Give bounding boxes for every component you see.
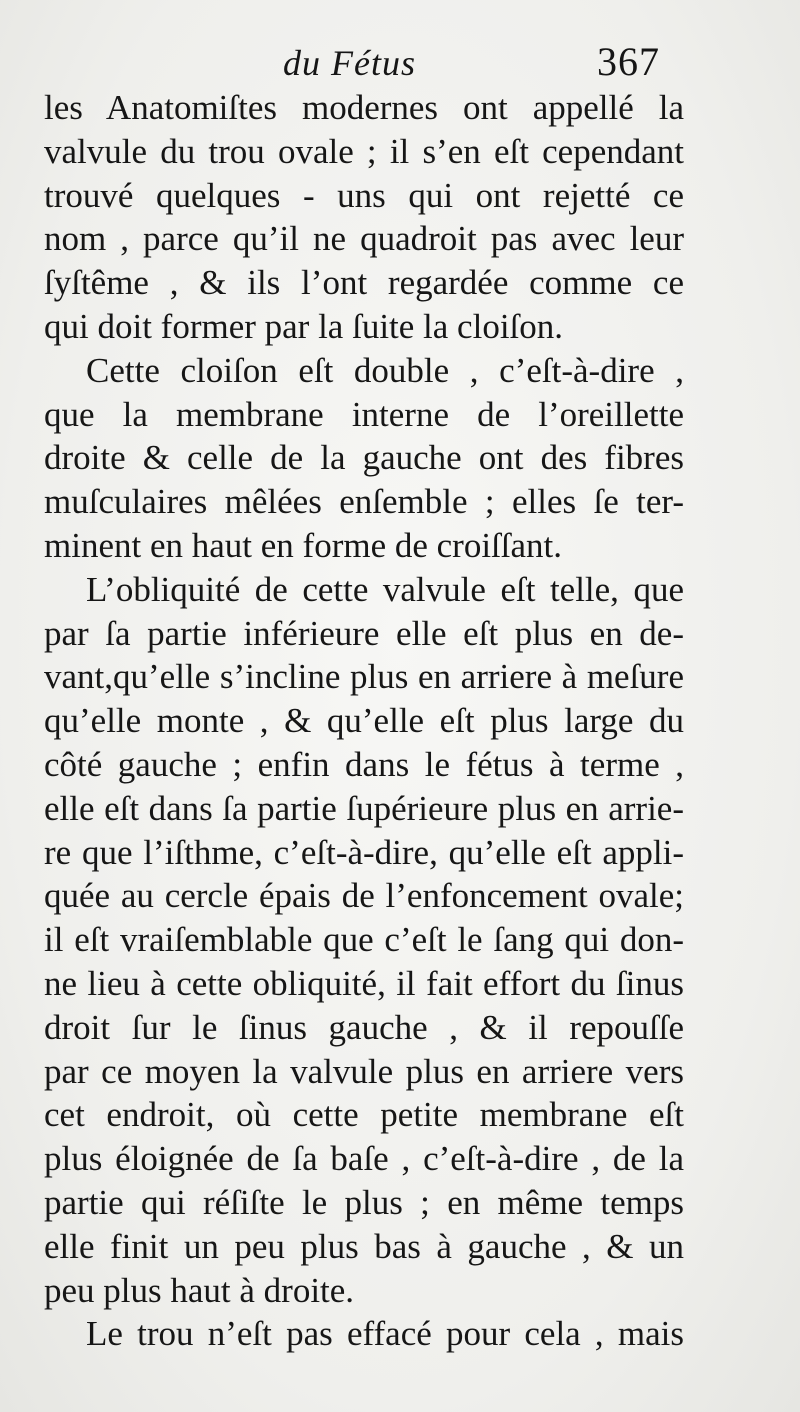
- text-line: peu plus haut à droite.: [44, 1270, 355, 1310]
- text-line: partie qui réſiſte le plus ; en même temps: [44, 1182, 684, 1222]
- text-line: ſyſtême , & ils l’ont regardée comme ce: [44, 263, 684, 303]
- text-line: que la membrane interne de l’oreillette: [44, 394, 684, 434]
- text-line: trouvé quelques - uns qui ont rejetté ce: [44, 175, 684, 215]
- text-line: par ſa partie inférieure elle eſt plus en de-: [44, 613, 684, 653]
- text-line: Le trou n’eſt pas effacé pour cela , mais: [86, 1314, 684, 1354]
- running-head: [0, 38, 800, 90]
- text-line: les Anatomiſtes modernes ont appellé la: [44, 88, 684, 127]
- text-line: elle finit un peu plus bas à gauche , & un: [44, 1226, 684, 1266]
- text-line: valvule du trou ovale ; il s’en eſt cependant: [44, 131, 684, 171]
- text-line: qu’elle monte , & qu’elle eſt plus large du: [44, 701, 684, 741]
- text-line: qui doit former par la ſuite la cloiſon.: [44, 306, 564, 346]
- running-head-title: du Fétus: [283, 43, 416, 83]
- text-line: droite & celle de la gauche ont des fibres: [44, 438, 684, 478]
- text-line: elle eſt dans ſa partie ſupérieure plus en arrie-: [44, 788, 684, 828]
- text-line: muſculaires mêlées enſemble ; elles ſe ter-: [44, 482, 684, 522]
- text-line: côté gauche ; enfin dans le fétus à terme ,: [44, 744, 684, 784]
- text-line: par ce moyen la valvule plus en arriere vers: [44, 1051, 684, 1091]
- text-line: quée au cercle épais de l’enfoncement ovale;: [44, 876, 684, 916]
- text-line: re que l’iſthme, c’eſt-à-dire, qu’elle eſt appli-: [44, 832, 684, 872]
- text-line: L’obliquité de cette valvule eſt telle, que: [86, 569, 684, 609]
- text-line: vant,qu’elle s’incline plus en arriere à meſure: [44, 657, 684, 697]
- page-number: 367: [597, 39, 660, 84]
- text-line: ne lieu à cette obliquité, il fait effort du ſinus: [44, 963, 684, 1003]
- text-line: Cette cloiſon eſt double , c’eſt-à-dire ,: [86, 350, 684, 390]
- text-line: droit ſur le ſinus gauche , & il repouſſe: [44, 1007, 684, 1047]
- text-line: nom , parce qu’il ne quadroit pas avec leur: [44, 219, 684, 259]
- text-line: plus éloignée de ſa baſe , c’eſt-à-dire , de la: [44, 1139, 684, 1179]
- text-line: il eſt vraiſemblable que c’eſt le ſang qui don-: [44, 920, 684, 960]
- text-line: cet endroit, où cette petite membrane eſt: [44, 1095, 684, 1135]
- body-text: [44, 86, 684, 1356]
- text-line: minent en haut en forme de croiſſant.: [44, 525, 563, 565]
